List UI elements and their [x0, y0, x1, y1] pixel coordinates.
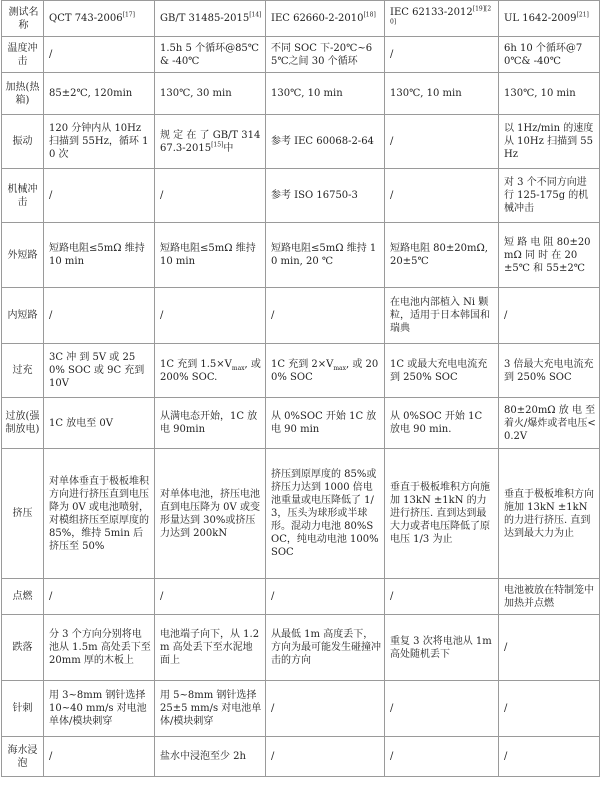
- row-label: 加热(热箱): [2, 73, 44, 115]
- table-cell: 130℃, 10 min: [499, 73, 600, 115]
- row-label: 针刺: [2, 681, 44, 737]
- table-cell: /: [499, 288, 600, 344]
- table-cell: 3 倍最大充电电流充到 250% SOC: [499, 344, 600, 398]
- table-cell: 盐水中浸泡至少 2h: [155, 737, 266, 777]
- table-cell: /: [44, 37, 155, 73]
- row-label: 温度冲击: [2, 37, 44, 73]
- table-cell: /: [44, 737, 155, 777]
- row-label: 海水浸泡: [2, 737, 44, 777]
- row-label: 跌落: [2, 615, 44, 681]
- table-cell: /: [385, 37, 499, 73]
- col-header-iec62133: [385, 1, 499, 37]
- table-cell: /: [385, 737, 499, 777]
- table-cell: 对单体电池，挤压电池直到电压降为 0V 或变形量达到 30%或挤压力达到 200kN: [155, 449, 266, 579]
- table-cell: 不同 SOC 下-20℃~65℃之间 30 个循环: [266, 37, 385, 73]
- table-cell: 130℃, 10 min: [385, 73, 499, 115]
- table-cell: 130℃, 10 min: [266, 73, 385, 115]
- table-cell: /: [155, 169, 266, 223]
- table-cell: 1.5h 5 个循环@85℃& -40℃: [155, 37, 266, 73]
- header-row: [2, 1, 600, 37]
- table-cell: /: [266, 288, 385, 344]
- table-cell: /: [155, 579, 266, 615]
- table-cell: 从 0%SOC 开始 1C 放电 90 min.: [385, 398, 499, 449]
- col-header-ref: [19][20]: [390, 5, 492, 26]
- table-cell: 从最低 1m 高度丢下，方向为最可能发生碰撞冲击的方向: [266, 615, 385, 681]
- row-label: 振动: [2, 115, 44, 169]
- table-cell: 分 3 个方向分别将电池从 1.5m 高处丢下至 20mm 厚的木板上: [44, 615, 155, 681]
- table-row: [2, 288, 600, 344]
- table-cell: 垂直于极板堆积方向施加 13kN ±1kN 的力进行挤压. 直到达到最大力为止: [499, 449, 600, 579]
- table-row: [2, 398, 600, 449]
- table-cell: 短路电阻 80±20mΩ, 20±5℃: [385, 223, 499, 288]
- row-label: 内短路: [2, 288, 44, 344]
- table-row: [2, 615, 600, 681]
- table-cell: 短 路 电 阻 80±20mΩ 同 时 在 20±5℃ 和 55±2℃: [499, 223, 600, 288]
- table-cell: 重复 3 次将电池从 1m 高处随机丢下: [385, 615, 499, 681]
- col-header-name: GB/T 31485-2015: [160, 13, 250, 24]
- row-label: 机械冲击: [2, 169, 44, 223]
- table-cell: /: [385, 579, 499, 615]
- table-row: [2, 37, 600, 73]
- table-row: [2, 579, 600, 615]
- table-row: [2, 737, 600, 777]
- table-row: [2, 73, 600, 115]
- table-cell: /: [499, 737, 600, 777]
- row-label: 外短路: [2, 223, 44, 288]
- row-label: 过充: [2, 344, 44, 398]
- table-cell: 参考 IEC 60068-2-64: [266, 115, 385, 169]
- table-row: [2, 681, 600, 737]
- col-header-ref: [21]: [576, 11, 589, 19]
- table-cell: 对 3 个不同方向进行 125-175g 的机械冲击: [499, 169, 600, 223]
- table-cell: 短路电阻≤5mΩ 维持 10 min: [44, 223, 155, 288]
- table-cell: 6h 10 个循环@70℃& -40℃: [499, 37, 600, 73]
- table-cell: /: [385, 169, 499, 223]
- table-cell: /: [266, 737, 385, 777]
- col-header-iec62660: [266, 1, 385, 37]
- table-cell: /: [44, 169, 155, 223]
- table-cell: /: [44, 579, 155, 615]
- col-header-ref: [18]: [363, 11, 376, 19]
- table-row: [2, 223, 600, 288]
- table-cell: /: [44, 288, 155, 344]
- table-cell: 电池被放在特制笼中加热并点燃: [499, 579, 600, 615]
- ref-mark: [15]: [211, 141, 224, 149]
- col-header-name: IEC 62133-2012: [390, 6, 473, 18]
- table-cell: 垂直于极板堆积方向施加 13kN ±1kN 的力进行挤压. 直到达到最大力或者电压降低了原电压 1/3 为止: [385, 449, 499, 579]
- table-row: [2, 169, 600, 223]
- table-cell: 从 0%SOC 开始 1C 放电 90 min: [266, 398, 385, 449]
- table-cell: 1C 充到 $2\times V_{max}$, 或 200% SOC: [266, 344, 385, 398]
- row-label: 过放(强制放电): [2, 398, 44, 449]
- table-cell: 120 分钟内从 10Hz 扫描到 55Hz，循环 10 次: [44, 115, 155, 169]
- col-header-qct: [44, 1, 155, 37]
- table-cell: 参考 ISO 16750-3: [266, 169, 385, 223]
- col-header-name: IEC 62660-2-2010: [271, 13, 364, 24]
- table-cell: 从满电态开始，1C 放电 90min: [155, 398, 266, 449]
- corner-header: 测试名称: [2, 1, 44, 37]
- table-cell: 1C 或最大充电电流充到 250% SOC: [385, 344, 499, 398]
- table-cell: 电池端子向下，从 1.2m 高处丢下至水泥地面上: [155, 615, 266, 681]
- table-cell: 短路电阻≤5mΩ 维持 10 min, 20 ℃: [266, 223, 385, 288]
- table-cell: /: [499, 615, 600, 681]
- table-cell: 80±20mΩ 放 电 至着火/爆炸或者电压<0.2V: [499, 398, 600, 449]
- battery-safety-test-table: [1, 0, 600, 777]
- table-cell: 对单体垂直于极板堆积方向进行挤压直到电压降为 0V 或电池喷射，对模组挤压至原厚度的 85%，维持 5min 后挤压至 50%: [44, 449, 155, 579]
- table-row: [2, 449, 600, 579]
- table-row: [2, 344, 600, 398]
- table-cell: /: [155, 288, 266, 344]
- table-cell: 挤压到原厚度的 85%或挤压力达到 1000 倍电池重量或电压降低了 1/3，压头为球形或半球形。混动力电池 80%SOC，纯电动电池 100%SOC: [266, 449, 385, 579]
- table-cell: 130℃, 30 min: [155, 73, 266, 115]
- table-cell: 1C 放电至 0V: [44, 398, 155, 449]
- table-cell: 用 5~8mm 钢针选择 25±5 mm/s 对电池单体/模块刺穿: [155, 681, 266, 737]
- col-header-name: QCT 743-2006: [49, 13, 123, 24]
- row-label: 点燃: [2, 579, 44, 615]
- table-cell: /: [499, 681, 600, 737]
- col-header-gbt: [155, 1, 266, 37]
- table-cell: 用 3~8mm 钢针选择 10~40 mm/s 对电池单体/模块刺穿: [44, 681, 155, 737]
- table-cell: /: [266, 681, 385, 737]
- table-cell: /: [385, 115, 499, 169]
- col-header-ul1642: [499, 1, 600, 37]
- table-cell: 1C 充到 $1.5\times V_{max}$, 或 200% SOC.: [155, 344, 266, 398]
- table-cell: 在电池内部植入 Ni 颗粒，适用于日本韩国和瑞典: [385, 288, 499, 344]
- table-cell: 以 1Hz/min 的速度从 10Hz 扫描到 55Hz: [499, 115, 600, 169]
- col-header-ref: [17]: [122, 11, 135, 19]
- table-row: [2, 115, 600, 169]
- table-cell: /: [385, 681, 499, 737]
- col-header-name: UL 1642-2009: [504, 13, 577, 24]
- sub-max: max: [231, 364, 245, 372]
- table-cell: /: [266, 579, 385, 615]
- row-label: 挤压: [2, 449, 44, 579]
- table-cell: 规 定 在 了 GB/T 31467.3-2015[15]中: [155, 115, 266, 169]
- sub-max: max: [333, 364, 346, 372]
- table-cell: 3C 冲 到 5V 或 250% SOC 或 9C 充到 10V: [44, 344, 155, 398]
- table-cell: 85±2℃, 120min: [44, 73, 155, 115]
- col-header-ref: [14]: [249, 11, 262, 19]
- table-cell: 短路电阻≤5mΩ 维持 10 min: [155, 223, 266, 288]
